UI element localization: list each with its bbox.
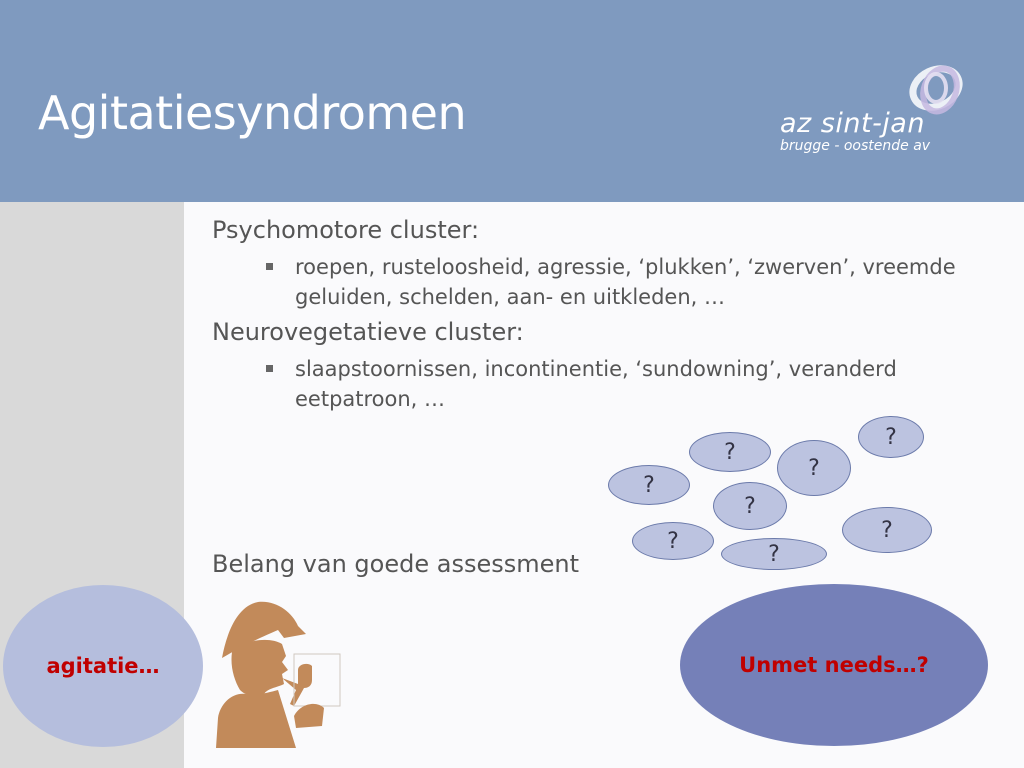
unmet-needs-label: Unmet needs…? bbox=[739, 653, 929, 677]
unmet-needs-ellipse bbox=[680, 584, 988, 746]
question-bubble: ? bbox=[777, 440, 851, 496]
bullet-psychomotor bbox=[212, 252, 1012, 312]
bullet-text-neurovegetative: slaapstoornissen, incontinentie, ‘sundowning’, veranderd eetpatroon, … bbox=[295, 357, 897, 411]
section-heading-neurovegetative: Neurovegetatieve cluster: bbox=[212, 318, 524, 346]
question-bubble: ? bbox=[689, 432, 771, 472]
square-bullet-icon bbox=[266, 365, 273, 372]
az-sint-jan-logo bbox=[776, 58, 976, 158]
question-bubble: ? bbox=[721, 538, 827, 570]
agitation-ellipse bbox=[3, 585, 203, 747]
detective-silhouette-icon bbox=[212, 600, 344, 748]
bullet-text-psychomotor: roepen, rusteloosheid, agressie, ‘plukken’, ‘zwerven’, vreemde geluiden, schelden, aan- en uitkleden, … bbox=[295, 255, 956, 309]
slide-title: Agitatiesyndromen bbox=[38, 86, 467, 140]
agitation-label: agitatie… bbox=[46, 654, 160, 678]
question-bubble: ? bbox=[858, 416, 924, 458]
assessment-text: Belang van goede assessment bbox=[212, 550, 579, 578]
slide-content bbox=[212, 214, 1012, 418]
question-bubble: ? bbox=[632, 522, 714, 560]
slide-header bbox=[0, 0, 1024, 202]
question-bubble: ? bbox=[608, 465, 690, 505]
bullet-neurovegetative bbox=[212, 354, 1012, 414]
question-bubble: ? bbox=[842, 507, 932, 553]
section-heading-psychomotor: Psychomotore cluster: bbox=[212, 216, 480, 244]
logo-subtitle: brugge - oostende av bbox=[780, 138, 931, 154]
square-bullet-icon bbox=[266, 263, 273, 270]
logo-name: az sint-jan bbox=[780, 108, 925, 139]
question-bubble: ? bbox=[713, 482, 787, 530]
